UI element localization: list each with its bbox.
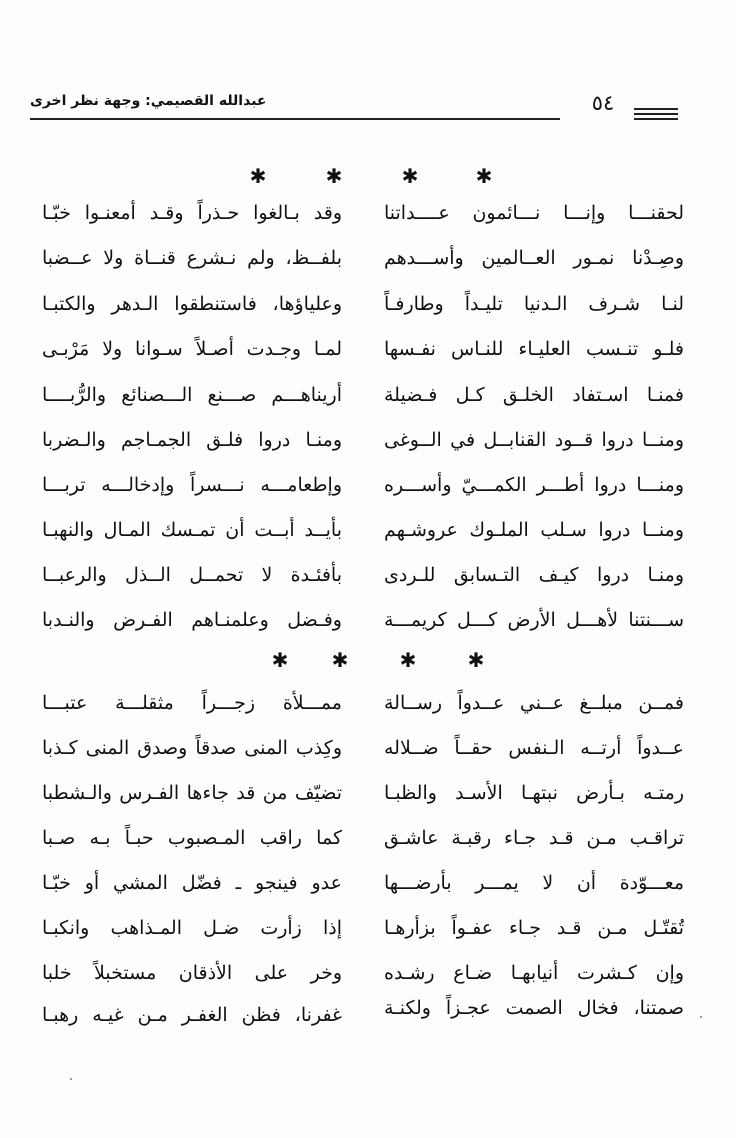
separator-star: ✱ <box>467 648 485 672</box>
verse-hemistich-right: لنـا شـرف الـدنيا تليـداً وطارفـاً <box>384 293 684 315</box>
separator-star: ✱ <box>331 648 349 672</box>
scan-speck <box>70 1078 72 1080</box>
verse-hemistich-left: تضيّف من قد جاءها الفـرس والـشطبا <box>42 782 342 804</box>
verse-hemistich-left: وعلياؤها، فاستنطقوا الـدهر والكتبـا <box>42 293 342 315</box>
verse-hemistich-right: صمتنا، فخال الصمت عجـزاً ولكنـة <box>384 997 684 1019</box>
verse-hemistich-right: تراقـب مـن قـد جـاء رقبـة عاشـق <box>384 827 684 849</box>
verse-hemistich-left: إذا زأرت ضـل المـذاهب وانكبـا <box>42 917 342 939</box>
verse-hemistich-left: وقد بـالغوا حـذراً وقـد أمعنـوا خبّـا <box>42 202 342 224</box>
separator-star: ✱ <box>325 164 343 188</box>
verse-hemistich-left: وخر على الأذقان مستخبلاً خلبا <box>42 962 342 984</box>
separator-star: ✱ <box>475 164 493 188</box>
separator-star: ✱ <box>271 648 289 672</box>
verse-hemistich-left: بأيــد أبــت أن تمـسك المـال والنهبـا <box>42 519 342 541</box>
verse-hemistich-right: فمنـا اسـتفاد الخلـق كـل فـضيلة <box>384 384 684 406</box>
header-rule <box>30 118 560 120</box>
verse-hemistich-right: ومنــا دروا قــود القنابــل في الــوغى <box>384 429 684 451</box>
verse-hemistich-left: غفرنا، فظن الغفـر مـن غيـه رهبـا <box>42 1004 342 1026</box>
running-header-title: عبدالله القصيمي: وجهة نظر اخرى <box>30 93 267 109</box>
verse-hemistich-right: ومنــا دروا سـلب الملـوك عروشـهم <box>384 519 684 541</box>
verse-hemistich-left: ممـــلأة زجـــراً مثقلـــة عتبـــا <box>42 692 342 714</box>
verse-hemistich-right: ســـنتنا لأهـــل الأرض كـــل كريمـــة <box>384 609 684 631</box>
verse-hemistich-left: لمـا وجـدت أصـلاً سـوانا ولا مَرْبـى <box>42 338 342 360</box>
verse-hemistich-right: رمتـه بـأرض نبتهـا الأسـد والظبـا <box>384 782 684 804</box>
verse-hemistich-right: وصِـدْنا نمـور العــالمين وأســـدهم <box>384 247 684 269</box>
verse-hemistich-left: كما راقب المـصبوب حبـاً بـه صـبا <box>42 827 342 849</box>
verse-hemistich-left: بأفئـدة لا تحمــل الــذل والرعبــا <box>42 564 342 586</box>
scan-speck <box>700 1016 702 1018</box>
verse-hemistich-left: عدو فينجو ـ فضّل المشي أو خبّـا <box>42 872 342 894</box>
verse-hemistich-right: وإن كـشرت أنيابهـا ضـاع رشـده <box>384 962 684 984</box>
separator-star: ✱ <box>249 164 267 188</box>
verse-hemistich-left: وفـضل وعلمنـاهم الفـرض والنـدبا <box>42 609 342 631</box>
verse-hemistich-right: ومنـا دروا كيـف التـسابق للـردى <box>384 564 684 586</box>
page-number: ٥٤ <box>591 91 615 115</box>
section-separator <box>394 648 504 672</box>
separator-star: ✱ <box>401 164 419 188</box>
verse-hemistich-left: ومنـا دروا فلـق الجمـاجم والـضربا <box>42 429 342 451</box>
verse-hemistich-right: لحقنـــا وإنـــا نـــائمون عــــداتنا <box>384 202 684 224</box>
page-number-rule <box>634 108 678 120</box>
verse-hemistich-right: معـــوّدة أن لا يمـــر بأرضـــها <box>384 872 684 894</box>
verse-hemistich-right: ومنـــا دروا أطـــر الكمـــيّ وأســـره <box>384 474 684 496</box>
separator-star: ✱ <box>399 648 417 672</box>
verse-hemistich-right: فلـو تنـسب العليـاء للنـاس نفـسها <box>384 338 684 360</box>
verse-hemistich-right: فمــن مبلــغ عــني عــدواً رســالة <box>384 692 684 714</box>
verse-hemistich-left: وكِذب المنى صدقاً وصدق المنى كـذبا <box>42 737 342 759</box>
verse-hemistich-left: أريناهـــم صـــنع الـــصنائع والرُّبــــا <box>42 384 342 406</box>
section-separator <box>240 164 350 188</box>
verse-hemistich-right: عــدواً أرتــه الـنفس حقــاً ضــلاله <box>384 737 684 759</box>
verse-hemistich-left: وإطعامـــه نـــسراً وإدخالـــه تربـــا <box>42 474 342 496</box>
section-separator <box>390 164 500 188</box>
verse-hemistich-left: بلفــظ، ولم نـشرع قنــاة ولا عــضبا <box>42 247 342 269</box>
verse-hemistich-right: تُقتّـل مـن قـد جـاء عفـواً بزأرهـا <box>384 917 684 939</box>
section-separator <box>246 648 356 672</box>
